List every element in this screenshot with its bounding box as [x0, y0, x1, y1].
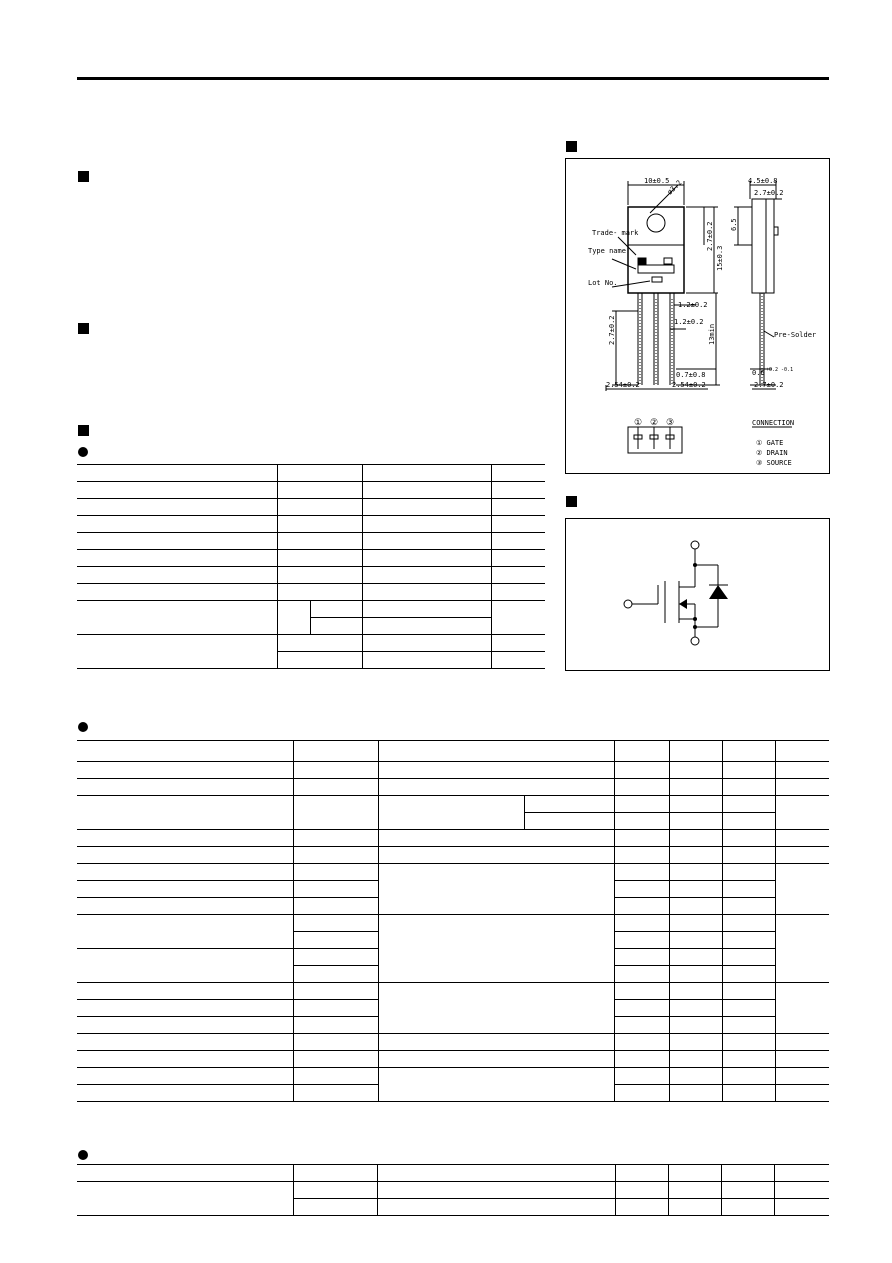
pin-number-2: ② — [650, 418, 659, 428]
connection-gate: ① GATE — [756, 439, 784, 447]
section-marker-outline — [566, 141, 577, 152]
dim-width: 10±0.5 — [644, 177, 670, 185]
dim-body-height: 15±0.3 — [716, 245, 724, 271]
dim-lead-thickness-tol: +0.2 -0.1 — [766, 367, 794, 373]
electrical-characteristics-table — [77, 740, 829, 1102]
gate-terminal — [624, 600, 632, 608]
section-marker-ratings — [78, 425, 89, 436]
dim-lead-width-b: 1.2±0.2 — [674, 318, 704, 326]
thermal-characteristics-table — [77, 1164, 829, 1216]
dim-lead-pitch-left: 2.54±0.2 — [606, 381, 640, 389]
label-trade-mark: Trade- mark — [592, 229, 639, 237]
equivalent-circuit-box — [565, 518, 830, 671]
dim-lead-pitch-right: 2.54±0.2 — [672, 381, 706, 389]
section-marker-features — [78, 171, 89, 182]
dim-lead-span: 2.7±0.2 — [754, 381, 784, 389]
label-pre-solder: Pre-Solder — [774, 331, 817, 339]
source-terminal — [691, 637, 699, 645]
connection-source: ③ SOURCE — [756, 459, 792, 467]
dim-lead-width: 1.2±0.2 — [678, 301, 708, 309]
pin-number-3: ③ — [666, 418, 675, 428]
dim-tab: 2.7±0.2 — [754, 189, 784, 197]
label-lot-no: Lot No. — [588, 279, 618, 287]
drain-terminal — [691, 541, 699, 549]
package-body-side — [752, 199, 774, 293]
connection-drain: ② DRAIN — [756, 449, 788, 457]
dim-lead-bottom: 2.7±0.2 — [608, 315, 616, 345]
package-bottom-view — [628, 427, 682, 453]
label-type-name: Type name — [588, 247, 626, 255]
package-drawing — [566, 159, 829, 473]
dim-lead-thickness: 0.6 — [752, 369, 765, 377]
dim-hole: ø3.2 — [665, 178, 684, 197]
bullet-absolute-max — [78, 447, 88, 457]
pin-number-1: ① — [634, 418, 643, 428]
outline-drawing-box — [565, 158, 830, 474]
dim-lead-tip: 0.7±0.8 — [676, 371, 706, 379]
dim-lead-length: 13min — [708, 323, 716, 345]
bullet-electrical-characteristics — [78, 722, 88, 732]
dim-body-offset: 2.7±0.2 — [706, 221, 714, 251]
absolute-max-ratings-table — [77, 464, 545, 669]
dim-tab-height: 6.5 — [730, 218, 738, 231]
connection-title: CONNECTION — [752, 419, 795, 427]
section-marker-applications — [78, 323, 89, 334]
header-rule — [77, 77, 829, 80]
mounting-hole — [647, 214, 665, 232]
dim-thickness: 4.5±0.8 — [748, 177, 778, 185]
section-marker-equivalent-circuit — [566, 496, 577, 507]
mosfet-symbol — [566, 519, 829, 670]
bullet-thermal-characteristics — [78, 1150, 88, 1160]
package-body-front — [628, 207, 684, 293]
